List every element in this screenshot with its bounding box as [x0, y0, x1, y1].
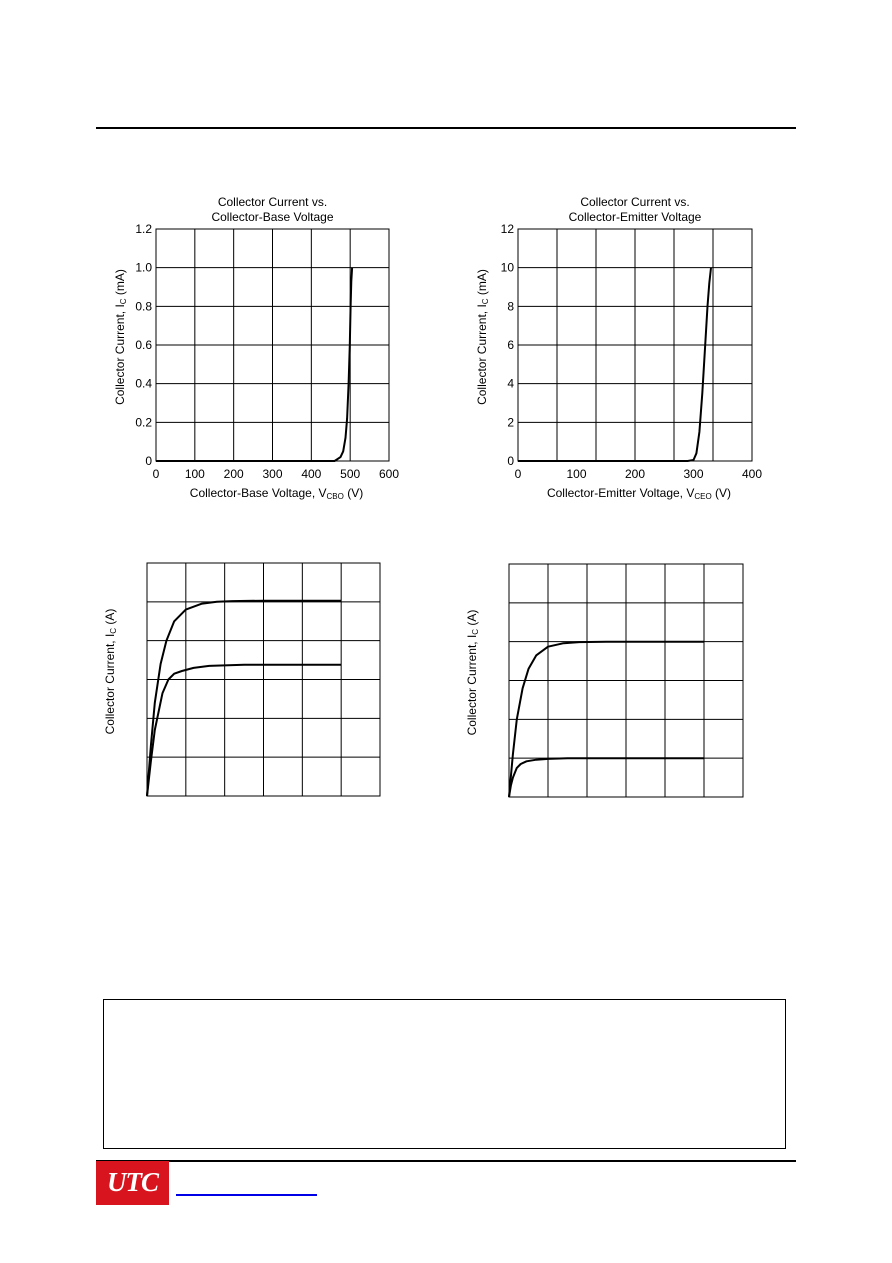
series-line-2	[147, 665, 341, 796]
x-axis-label: Collector-Emitter Voltage, VCEO (V)	[546, 486, 732, 501]
x-tick-label: 200	[223, 467, 244, 481]
chart-title: Collector-Emitter Voltage	[568, 210, 702, 224]
chart-title: Collector-Base Voltage	[211, 210, 334, 224]
y-tick-label: 0	[145, 454, 152, 468]
notice-box	[103, 999, 786, 1149]
chart-title: Collector Current vs.	[217, 195, 328, 209]
x-tick-label: 400	[301, 467, 322, 481]
y-axis-label: Collector Current, IC (A)	[103, 608, 118, 735]
y-tick-label: 0.4	[135, 376, 152, 391]
website-link-underline[interactable]	[176, 1194, 317, 1196]
x-axis-label: Collector-Base Voltage, VCBO (V)	[189, 486, 364, 501]
chart-3	[103, 563, 380, 796]
x-tick-label: 200	[624, 467, 646, 481]
y-tick-label: 1.0	[135, 260, 152, 275]
footer-rule	[96, 1160, 796, 1162]
x-tick-label: 500	[340, 467, 361, 481]
x-tick-label: 300	[683, 467, 704, 481]
chart-2	[475, 195, 762, 501]
series-line-2	[509, 758, 704, 797]
y-tick-label: 0.8	[135, 299, 152, 314]
logo-text: UTC	[107, 1167, 158, 1197]
chart-title: Collector Current vs.	[580, 195, 690, 209]
y-tick-label: 12	[500, 222, 514, 236]
y-tick-label: 2	[507, 415, 514, 430]
series-line-1	[147, 601, 341, 796]
x-tick-label: 300	[262, 467, 283, 481]
y-tick-label: 0.2	[135, 415, 152, 430]
y-tick-label: 4	[507, 376, 514, 391]
x-tick-label: 0	[514, 467, 522, 481]
x-tick-label: 400	[741, 467, 763, 481]
y-axis-label: Collector Current, IC (mA)	[475, 269, 490, 405]
y-tick-label: 1.2	[135, 222, 152, 236]
series-line-1	[518, 268, 711, 461]
x-tick-label: 0	[152, 467, 160, 481]
y-axis-label: Collector Current, IC (A)	[465, 609, 480, 736]
y-tick-label: 10	[500, 260, 514, 275]
x-tick-label: 100	[184, 467, 205, 481]
x-tick-label: 600	[378, 467, 400, 481]
y-tick-label: 0	[507, 454, 514, 468]
chart-1	[113, 195, 399, 501]
y-tick-label: 0.6	[135, 338, 152, 352]
series-line-1	[156, 268, 352, 461]
x-tick-label: 100	[566, 467, 587, 481]
utc-logo	[96, 1161, 169, 1205]
chart-4	[465, 564, 743, 797]
y-tick-label: 6	[507, 338, 514, 352]
y-axis-label: Collector Current, IC (mA)	[113, 269, 128, 405]
y-tick-label: 8	[507, 299, 514, 314]
